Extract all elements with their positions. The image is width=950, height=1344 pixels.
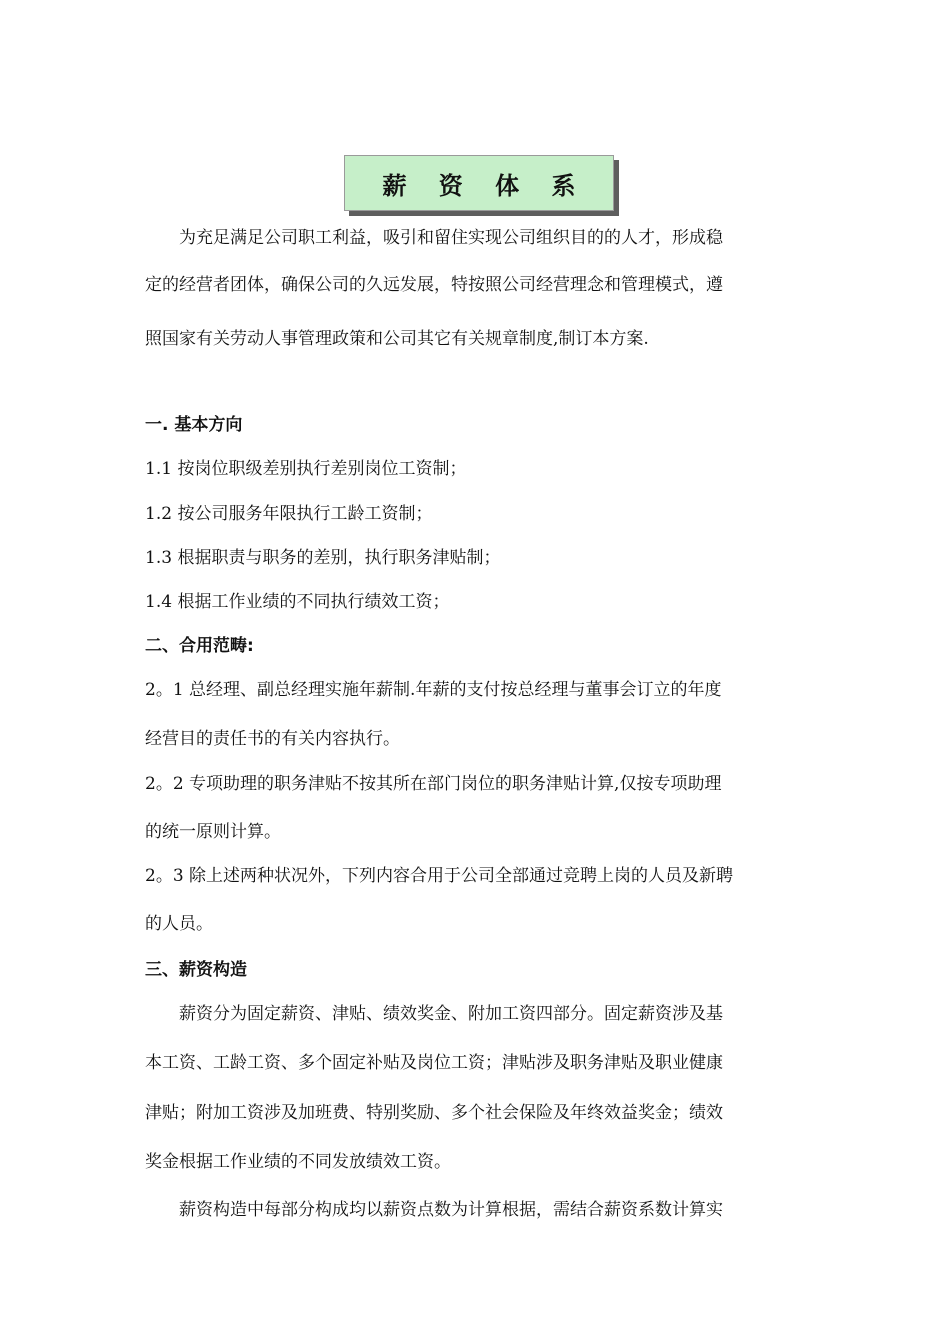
paragraph-line: 津贴；附加工资涉及加班费、特别奖励、多个社会保险及年终效益奖金；绩效: [145, 1103, 723, 1123]
section-heading-salary-structure: 三、薪资构造: [145, 960, 247, 980]
paragraph-line: 本工资、工龄工资、多个固定补贴及岗位工资；津贴涉及职务津贴及职业健康: [145, 1053, 723, 1073]
document-title: 薪 资 体 系: [382, 171, 588, 200]
paragraph-line: 薪资构造中每部分构成均以薪资点数为计算根据，需结合薪资系数计算实: [179, 1200, 723, 1220]
list-item: 1.3 根据职责与职务的差别，执行职务津贴制；: [145, 548, 501, 568]
paragraph-line: 经营目的责任书的有关内容执行。: [145, 729, 400, 749]
intro-line: 定的经营者团体，确保公司的久远发展，特按照公司经营理念和管理模式，遵: [145, 275, 723, 295]
intro-line: 为充足满足公司职工利益，吸引和留住实现公司组织目的的人才，形成稳: [179, 228, 723, 248]
section-heading-basic-direction: 一. 基本方向: [145, 415, 243, 435]
list-item: 1.4 根据工作业绩的不同执行绩效工资；: [145, 592, 450, 612]
section-heading-scope: 二、合用范畴:: [145, 636, 254, 656]
list-item: 1.1 按岗位职级差别执行差别岗位工资制；: [145, 459, 467, 479]
title-box: [344, 155, 614, 211]
paragraph-line: 的统一原则计算。: [145, 822, 281, 842]
paragraph-line: 奖金根据工作业绩的不同发放绩效工资。: [145, 1152, 451, 1172]
list-item: 1.2 按公司服务年限执行工龄工资制；: [145, 504, 433, 524]
paragraph-line: 2。2 专项助理的职务津贴不按其所在部门岗位的职务津贴计算,仅按专项助理: [145, 774, 722, 794]
paragraph-line: 薪资分为固定薪资、津贴、绩效奖金、附加工资四部分。固定薪资涉及基: [179, 1004, 723, 1024]
paragraph-line: 2。3 除上述两种状况外，下列内容合用于公司全部通过竞聘上岗的人员及新聘: [145, 866, 734, 886]
intro-line: 照国家有关劳动人事管理政策和公司其它有关规章制度,制订本方案.: [145, 329, 649, 349]
paragraph-line: 2。1 总经理、副总经理实施年薪制.年薪的支付按总经理与董事会订立的年度: [145, 680, 722, 700]
paragraph-line: 的人员。: [145, 914, 213, 934]
